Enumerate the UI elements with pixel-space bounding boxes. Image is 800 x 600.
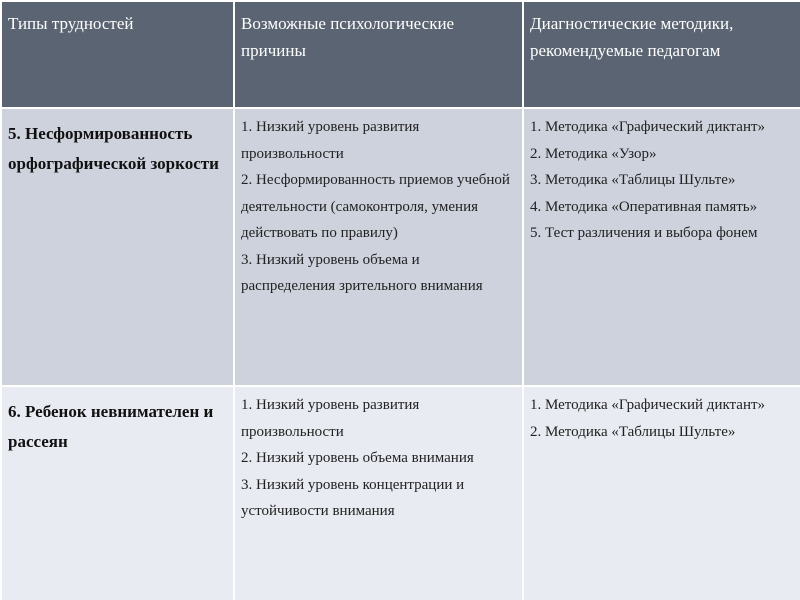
- difficulty-type: 5. Несформированность орфографической зоркости: [8, 124, 219, 173]
- method-item: 4. Методика «Оперативная память»: [530, 198, 758, 215]
- header-cell-causes: [234, 1, 523, 108]
- difficulty-type-cell: [1, 386, 234, 600]
- method-item: 1. Методика «Графический диктант»: [530, 397, 766, 413]
- method-item: 5. Тест различения и выбора фонем: [530, 225, 758, 241]
- method-item: 2. Методика «Таблицы Шульте»: [530, 423, 736, 440]
- methods-cell: [523, 386, 800, 600]
- causes-cell: [234, 386, 523, 600]
- header-cell-types: [1, 1, 234, 108]
- method-item: 2. Методика «Узор»: [530, 145, 657, 162]
- method-item: 3. Методика «Таблицы Шульте»: [530, 172, 736, 188]
- cause-item: 1. Низкий уровень развития произвольности: [241, 397, 420, 440]
- table-row: [1, 386, 800, 600]
- methods-cell: [523, 108, 800, 386]
- header-types: Типы трудностей: [8, 14, 134, 33]
- causes-cell: [234, 108, 523, 386]
- header-row: [1, 1, 800, 108]
- difficulty-type: 6. Ребенок невнимателен и рассеян: [8, 402, 214, 451]
- cause-item: 1. Низкий уровень развития произвольности: [241, 119, 420, 162]
- cause-item: 3. Низкий уровень концентрации и устойчивости внимания: [241, 476, 465, 519]
- difficulty-type-cell: [1, 108, 234, 386]
- header-causes: Возможные психологические причины: [241, 14, 455, 60]
- table-row: [1, 108, 800, 386]
- cause-item: 2. Несформированность приемов учебной деятельности (самоконтроля, умения действовать по правилу): [241, 172, 510, 241]
- header-cell-methods: [523, 1, 800, 108]
- method-item: 1. Методика «Графический диктант»: [530, 119, 766, 135]
- cause-item: 3. Низкий уровень объема и распределения зрительного внимания: [241, 251, 483, 294]
- cause-item: 2. Низкий уровень объема внимания: [241, 450, 474, 466]
- header-methods: Диагностические методики, рекомендуемые педагогам: [530, 14, 734, 60]
